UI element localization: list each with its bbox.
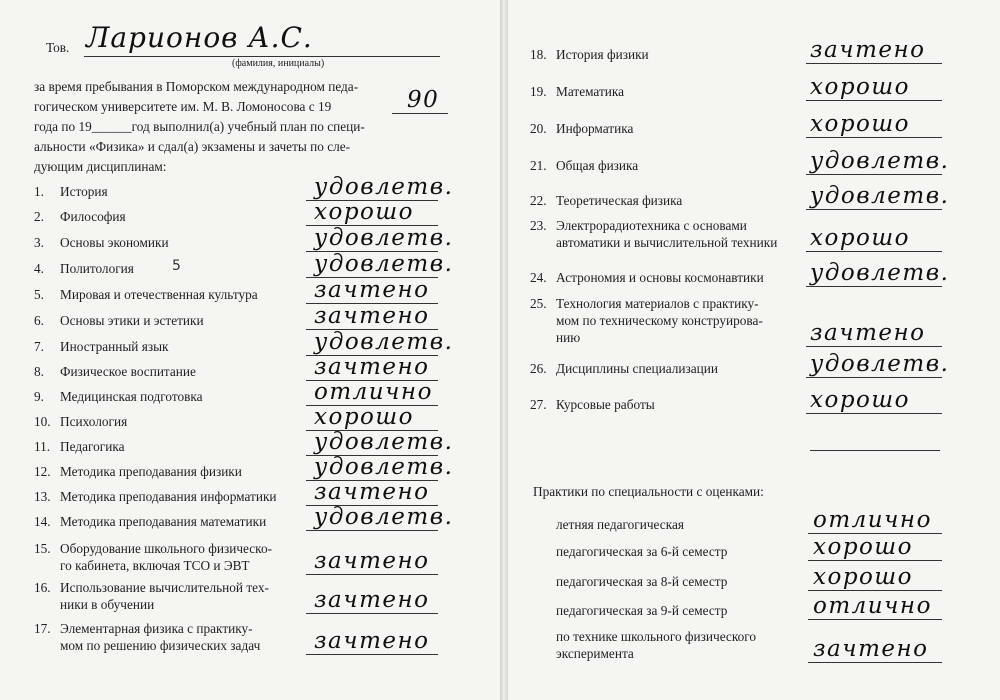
grade-handwritten: отлично — [813, 593, 932, 619]
subject-number: 19. — [530, 84, 547, 99]
name-caption: (фамилия, инициалы) — [232, 58, 325, 69]
practice-heading: Практики по специальности с оценками: — [533, 484, 764, 499]
subject-number: 2. — [34, 209, 44, 224]
student-name: Ларионов А.С. — [86, 21, 313, 54]
grade-handwritten: удовлетв. — [314, 454, 454, 480]
grade-underline — [808, 619, 942, 620]
subject-name: Мировая и отечественная культура — [60, 287, 258, 302]
grade-handwritten: отлично — [314, 379, 433, 405]
grade-handwritten: хорошо — [810, 111, 911, 137]
start-year: 90 — [407, 87, 440, 113]
grade-handwritten: отлично — [813, 507, 932, 533]
subject-name: Информатика — [556, 121, 634, 136]
subject-name: Политология — [60, 261, 134, 276]
subject-number: 24. — [530, 270, 547, 285]
subject-number: 25. — [530, 296, 547, 311]
grade-handwritten: зачтено — [813, 636, 929, 662]
subject-name: Методика преподавания математики — [60, 514, 267, 529]
grade-handwritten: хорошо — [810, 387, 911, 413]
subject-number: 9. — [34, 389, 44, 404]
subject-number: 16. — [34, 580, 51, 595]
grade-handwritten: зачтено — [314, 277, 430, 303]
subject-number: 10. — [34, 414, 51, 429]
subject-name: Психология — [60, 414, 128, 429]
grade-handwritten: удовлетв. — [810, 148, 950, 174]
tov-label: Тов. — [46, 40, 70, 55]
practice-name: педагогическая за 8-й семестр — [556, 574, 728, 589]
practice-name: эксперимента — [556, 646, 634, 661]
grade-underline — [806, 174, 942, 175]
page-fold — [500, 0, 508, 700]
practice-name: летняя педагогическая — [556, 517, 684, 532]
grade-handwritten: зачтено — [314, 587, 430, 613]
grade-underline — [806, 251, 942, 252]
subject-number: 5. — [34, 287, 44, 302]
name-underline — [84, 56, 440, 57]
subject-name: мом по техническому конструирова- — [556, 313, 763, 328]
subject-number: 23. — [530, 218, 547, 233]
grade-handwritten: хорошо — [810, 74, 911, 100]
practice-name: педагогическая за 6-й семестр — [556, 544, 728, 559]
intro-line-1: за время пребывания в Поморском международном педа- — [34, 79, 359, 94]
grade-underline — [808, 662, 942, 663]
subject-number: 8. — [34, 364, 44, 379]
subject-number: 17. — [34, 621, 51, 636]
subject-name: мом по решению физических задач — [60, 638, 261, 653]
grade-handwritten: зачтено — [810, 37, 926, 63]
subject-number: 11. — [34, 439, 51, 454]
subject-name: Дисциплины специализации — [556, 361, 718, 376]
subject-name: Методика преподавания физики — [60, 464, 242, 479]
subject-number: 14. — [34, 514, 51, 529]
subject-number: 21. — [530, 158, 547, 173]
grade-handwritten: удовлетв. — [314, 251, 454, 277]
subject-name: нию — [556, 330, 581, 345]
grade-underline — [806, 100, 942, 101]
subject-name: Курсовые работы — [556, 397, 655, 412]
subject-name: Использование вычислительной тех- — [60, 580, 269, 595]
practice-name: педагогическая за 9-й семестр — [556, 603, 728, 618]
right-page — [508, 0, 1000, 700]
subject-number: 1. — [34, 184, 44, 199]
grade-handwritten: удовлетв. — [314, 174, 454, 200]
grade-handwritten: удовлетв. — [314, 429, 454, 455]
grade-underline — [306, 654, 438, 655]
subject-number: 15. — [34, 541, 51, 556]
blank-grade-line — [810, 450, 940, 451]
intro-line-5: дующим дисциплинам: — [34, 159, 167, 174]
subject-number: 4. — [34, 261, 44, 276]
grade-underline — [806, 346, 942, 347]
grade-handwritten: зачтено — [314, 479, 430, 505]
subject-name: Педагогика — [60, 439, 125, 454]
grade-underline — [306, 530, 438, 531]
subject-name: История — [60, 184, 108, 199]
grade-underline — [806, 137, 942, 138]
subject-number: 20. — [530, 121, 547, 136]
subject-number: 27. — [530, 397, 547, 412]
subject-name: Основы экономики — [60, 235, 169, 250]
subject-number: 18. — [530, 47, 547, 62]
subject-name: Общая физика — [556, 158, 639, 173]
subject-number: 13. — [34, 489, 51, 504]
subject-name: Медицинская подготовка — [60, 389, 203, 404]
subject-name: История физики — [556, 47, 649, 62]
grade-underline — [306, 574, 438, 575]
grade-underline — [808, 590, 942, 591]
subject-name: ники в обучении — [60, 597, 155, 612]
subject-name: Оборудование школьного физическо- — [60, 541, 273, 556]
grade-underline — [806, 63, 942, 64]
subject-number: 7. — [34, 339, 44, 354]
grade-handwritten: удовлетв. — [314, 504, 454, 530]
grade-handwritten: удовлетв. — [314, 329, 454, 355]
grade-underline — [306, 613, 438, 614]
subject-name: Теоретическая физика — [556, 193, 683, 208]
intro-line-4: альности «Физика» и сдал(а) экзамены и зачеты по сле- — [34, 139, 351, 154]
grade-handwritten: удовлетв. — [810, 351, 950, 377]
grade-handwritten: зачтено — [314, 628, 430, 654]
subject-name: Методика преподавания информатики — [60, 489, 277, 504]
grade-underline — [808, 560, 942, 561]
grade-handwritten: хорошо — [314, 199, 415, 225]
grade-handwritten: зачтено — [810, 320, 926, 346]
subject-name: Технология материалов с практику- — [556, 296, 759, 311]
intro-line-2: гогическом университете им. М. В. Ломоносова с 19 — [34, 99, 332, 114]
grade-underline — [806, 286, 942, 287]
grade-handwritten: зачтено — [314, 548, 430, 574]
grade-handwritten: зачтено — [314, 303, 430, 329]
grade-handwritten: хорошо — [314, 404, 415, 430]
subject-number: 26. — [530, 361, 547, 376]
grade-handwritten: хорошо — [813, 564, 914, 590]
grade-handwritten: зачтено — [314, 354, 430, 380]
subject-name: Философия — [60, 209, 126, 224]
intro-line-3: года по 19______год выполнил(а) учебный план по специ- — [34, 119, 365, 134]
grade-handwritten: удовлетв. — [810, 260, 950, 286]
subject-name: Астрономия и основы космонавтики — [556, 270, 764, 285]
subject-name: Иностранный язык — [60, 339, 169, 354]
grade-underline — [806, 413, 942, 414]
subject-number: 22. — [530, 193, 547, 208]
year-underline — [392, 113, 448, 114]
subject-name: автоматики и вычислительной техники — [556, 235, 778, 250]
grade-handwritten: удовлетв. — [314, 225, 454, 251]
subject-name: Основы этики и эстетики — [60, 313, 204, 328]
subject-name: Элементарная физика с практику- — [60, 621, 253, 636]
grade-underline — [806, 209, 942, 210]
grade-handwritten: хорошо — [813, 534, 914, 560]
subject-number: 3. — [34, 235, 44, 250]
margin-mark: 5 — [172, 258, 181, 274]
subject-number: 12. — [34, 464, 51, 479]
subject-name: Физическое воспитание — [60, 364, 196, 379]
subject-number: 6. — [34, 313, 44, 328]
grade-handwritten: удовлетв. — [810, 183, 950, 209]
subject-name: Электрорадиотехника с основами — [556, 218, 747, 233]
grade-handwritten: хорошо — [810, 225, 911, 251]
practice-name: по технике школьного физического — [556, 629, 757, 644]
subject-name: го кабинета, включая ТСО и ЭВТ — [60, 558, 250, 573]
subject-name: Математика — [556, 84, 625, 99]
grade-underline — [806, 377, 942, 378]
